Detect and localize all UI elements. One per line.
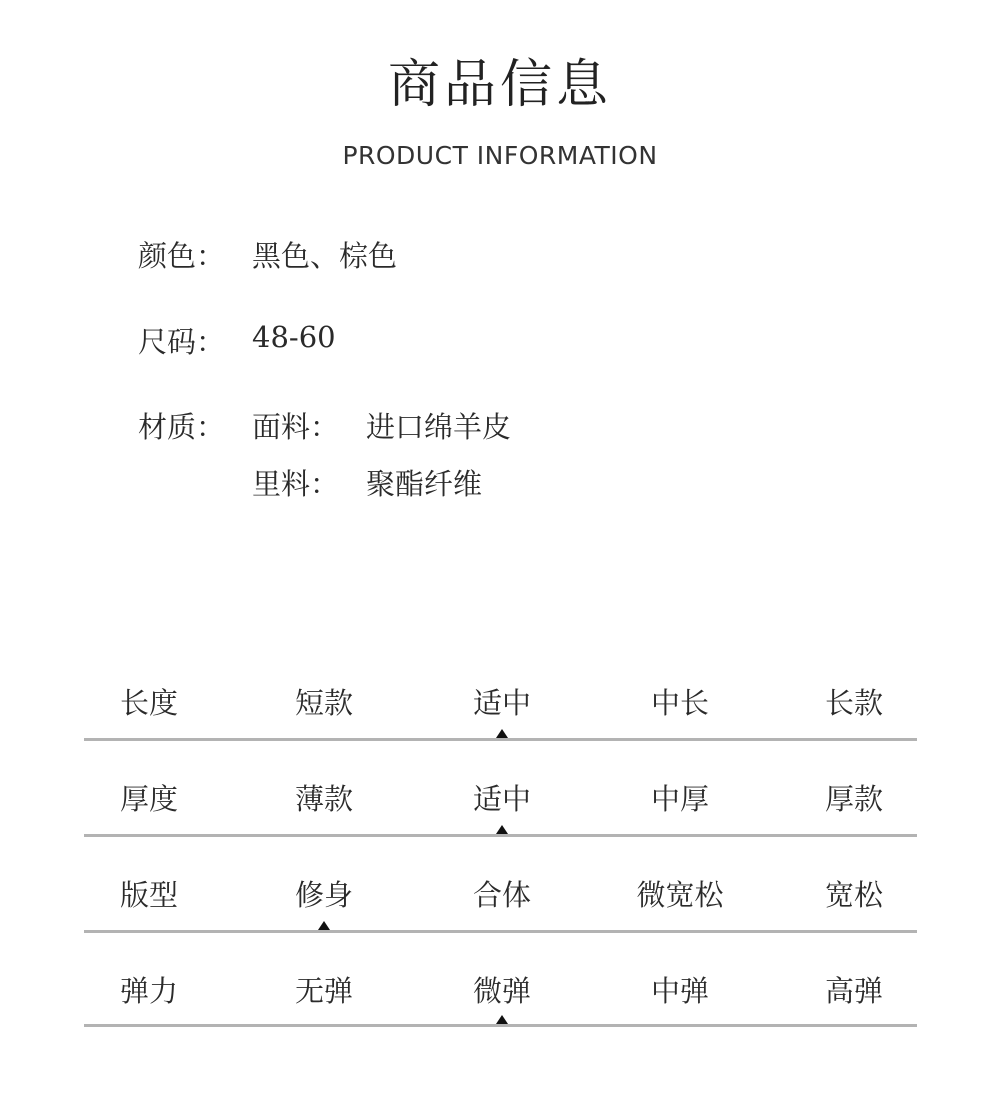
attribute-option: 宽松 bbox=[824, 878, 883, 912]
attribute-option: 长款 bbox=[824, 686, 883, 720]
size-label: 尺码： bbox=[138, 325, 226, 359]
attribute-option: 适中 bbox=[472, 782, 531, 816]
attribute-option: 微宽松 bbox=[636, 878, 724, 912]
attribute-option: 修身 bbox=[294, 878, 353, 912]
selected-marker-icon bbox=[318, 921, 330, 930]
page-title: 商品信息 bbox=[387, 55, 612, 115]
row-divider bbox=[84, 738, 917, 741]
attribute-option: 中厚 bbox=[650, 782, 709, 816]
attribute-option: 中长 bbox=[650, 686, 709, 720]
attribute-option: 中弹 bbox=[650, 974, 709, 1008]
attribute-name: 弹力 bbox=[119, 974, 178, 1008]
material-label: 材质： bbox=[138, 410, 226, 444]
row-divider bbox=[84, 1024, 917, 1027]
color-label: 颜色： bbox=[138, 239, 226, 273]
fabric-label: 面料： bbox=[252, 410, 340, 444]
attribute-option: 高弹 bbox=[824, 974, 883, 1008]
lining-value: 聚酯纤维 bbox=[366, 467, 483, 501]
attribute-option: 合体 bbox=[472, 878, 531, 912]
attribute-option: 微弹 bbox=[472, 974, 531, 1008]
selected-marker-icon bbox=[496, 825, 508, 834]
attribute-option: 短款 bbox=[294, 686, 353, 720]
attribute-name: 长度 bbox=[119, 686, 178, 720]
row-divider bbox=[84, 834, 917, 837]
selected-marker-icon bbox=[496, 729, 508, 738]
lining-label: 里料： bbox=[252, 467, 340, 501]
selected-marker-icon bbox=[496, 1015, 508, 1024]
attribute-option: 适中 bbox=[472, 686, 531, 720]
attribute-row-fit bbox=[84, 865, 917, 961]
fabric-value: 进口绵羊皮 bbox=[366, 410, 512, 444]
attribute-row-thickness bbox=[84, 769, 917, 865]
attribute-name: 版型 bbox=[119, 878, 178, 912]
attribute-name: 厚度 bbox=[119, 782, 178, 816]
page-subtitle: PRODUCT INFORMATION bbox=[342, 141, 658, 170]
row-divider bbox=[84, 930, 917, 933]
attribute-row-elasticity bbox=[84, 961, 917, 1057]
attribute-option: 无弹 bbox=[294, 974, 353, 1008]
size-value: 48-60 bbox=[252, 320, 336, 354]
attribute-option: 薄款 bbox=[294, 782, 353, 816]
color-value: 黑色、棕色 bbox=[252, 239, 398, 273]
attribute-option: 厚款 bbox=[824, 782, 883, 816]
attribute-row-length bbox=[84, 673, 917, 769]
